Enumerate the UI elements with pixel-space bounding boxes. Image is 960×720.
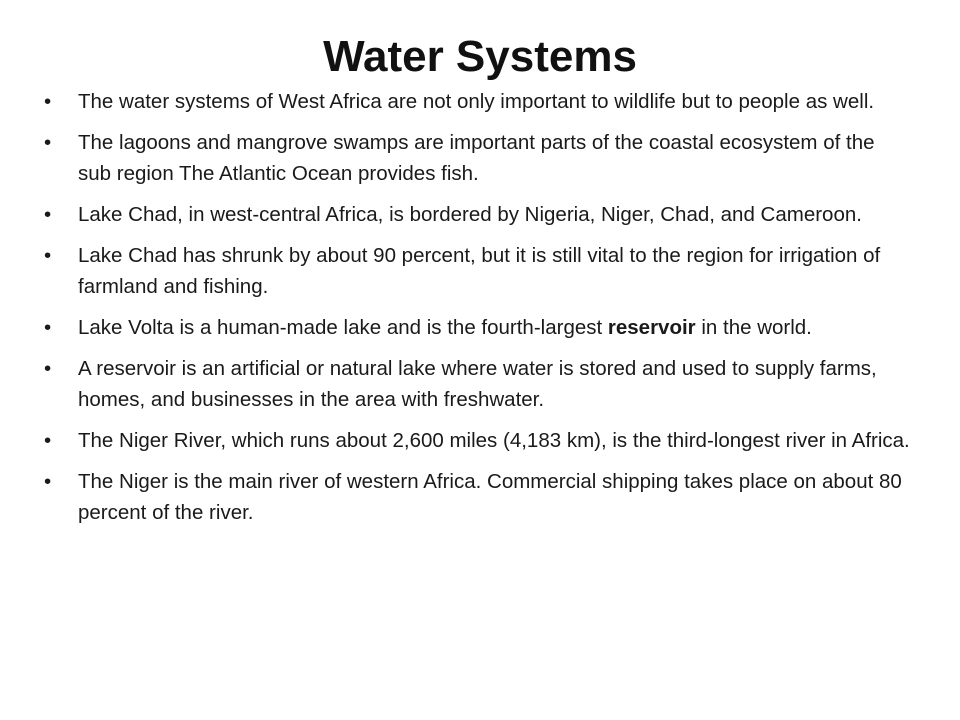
bullet-item — [42, 425, 910, 456]
bullet-item — [42, 86, 910, 117]
bullet-icon: • — [44, 131, 52, 154]
bullet-text-emphasis: reservoir — [607, 316, 696, 339]
bullet-item — [42, 199, 910, 230]
bullet-text-before: Lake Volta is a human-made lake and is the fourth-largest — [78, 316, 608, 339]
bullet-text: The Niger is the main river of western Africa. Commercial shipping takes place on about 80 percent of the river. — [78, 470, 902, 524]
bullet-text: The lagoons and mangrove swamps are important parts of the coastal ecosystem of the sub region The Atlantic Ocean provides fish. — [78, 131, 875, 185]
bullet-list — [42, 86, 910, 538]
bullet-item — [42, 466, 910, 528]
bullet-icon: • — [44, 203, 52, 226]
bullet-icon: • — [44, 357, 52, 380]
bullet-text — [78, 316, 812, 339]
bullet-item — [42, 240, 910, 302]
bullet-text: Lake Chad, in west-central Africa, is bordered by Nigeria, Niger, Chad, and Cameroon. — [78, 203, 862, 226]
bullet-item — [42, 353, 910, 415]
bullet-icon: • — [44, 316, 52, 339]
bullet-text: The Niger River, which runs about 2,600 miles (4,183 km), is the third-longest river in Africa. — [78, 429, 910, 452]
bullet-icon: • — [44, 429, 52, 452]
bullet-text: Lake Chad has shrunk by about 90 percent, but it is still vital to the region for irrigation of farmland and fishing. — [78, 244, 881, 298]
bullet-text: The water systems of West Africa are not only important to wildlife but to people as well. — [78, 90, 875, 113]
slide-title: Water Systems — [323, 32, 637, 81]
bullet-icon: • — [44, 90, 52, 113]
bullet-item — [42, 127, 910, 189]
bullet-icon: • — [44, 244, 52, 267]
bullet-text: A reservoir is an artificial or natural lake where water is stored and used to supply farms, homes, and businesses in the area with freshwater. — [78, 357, 877, 411]
bullet-item — [42, 312, 910, 343]
bullet-icon: • — [44, 470, 52, 493]
bullet-text-after: in the world. — [695, 316, 812, 339]
